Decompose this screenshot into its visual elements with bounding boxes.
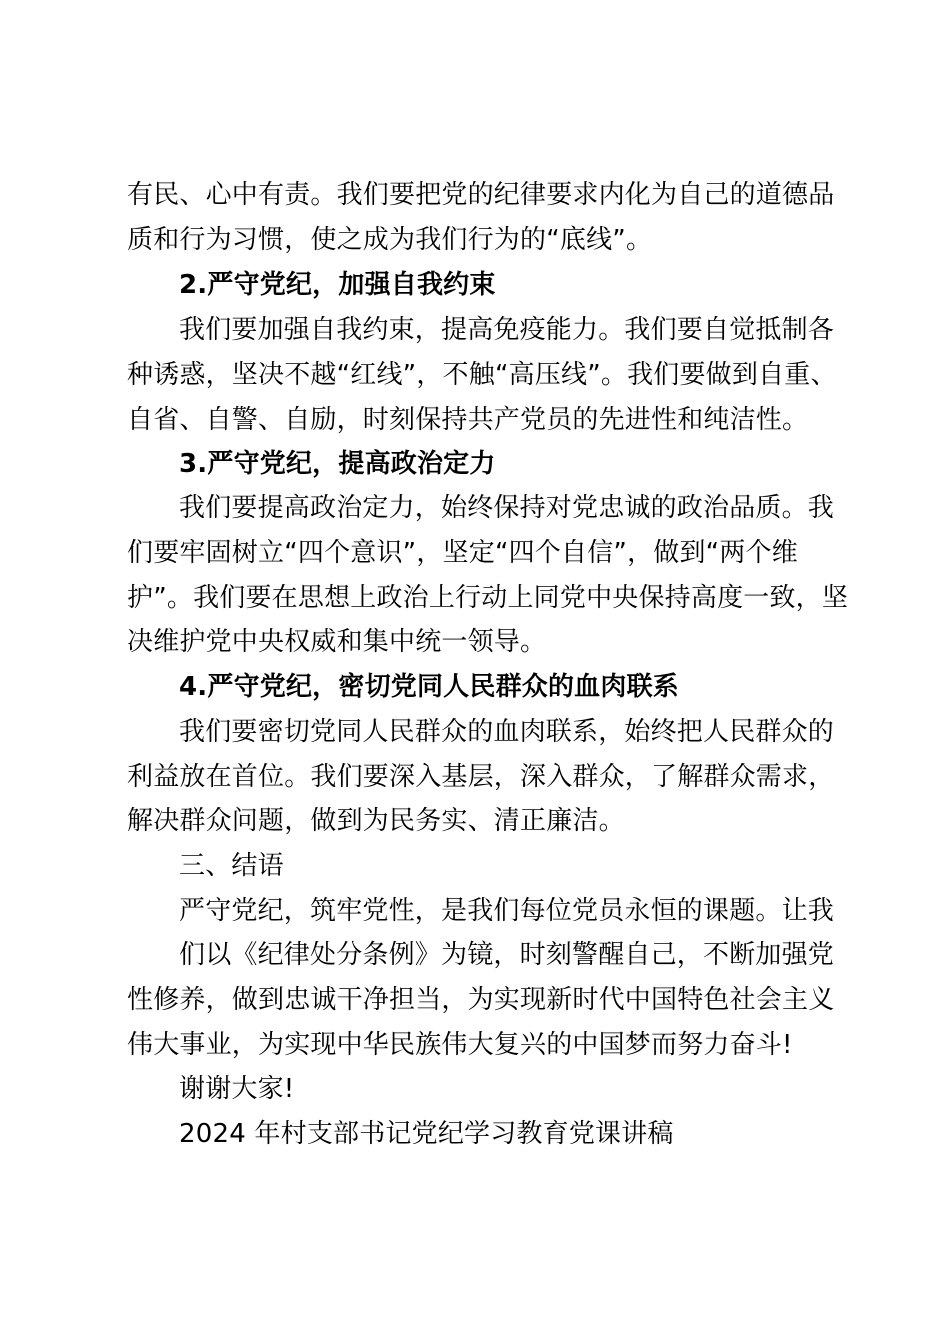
body-line-11: 利益放在首位。我们要深入基层，深入群众，了解群众需求， — [127, 762, 835, 792]
body-line-12: 解决群众问题，做到为民务实、清正廉洁。 — [127, 806, 625, 836]
document-title-footer: 2024 年村支部书记党纪学习教育党课讲稿 — [179, 1119, 674, 1149]
body-line-2: 质和行为习惯，使之成为我们行为的“底线”。 — [127, 225, 653, 255]
section-heading-4: 4.严守党纪，密切党同人民群众的血肉联系 — [179, 672, 679, 702]
section-heading-3: 3.严守党纪，提高政治定力 — [179, 449, 496, 479]
body-line-10: 我们要密切党同人民群众的血肉联系，始终把人民群众的 — [179, 717, 835, 747]
body-line-7: 们要牢固树立“四个意识”，坚定“四个自信”，做到“两个维 — [127, 538, 798, 568]
body-line-8: 护”。我们要在思想上政治上行动上同党中央保持高度一致，坚 — [127, 583, 849, 613]
body-line-6: 我们要提高政治定力，始终保持对党忠诚的政治品质。我 — [179, 493, 835, 523]
body-line-3: 我们要加强自我约束，提高免疫能力。我们要自觉抵制各 — [179, 315, 835, 345]
body-line-4: 种诱惑，坚决不越“红线”，不触“高压线”。我们要做到自重、 — [127, 360, 837, 390]
body-line-1: 有民、心中有责。我们要把党的纪律要求内化为自己的道德品 — [127, 180, 835, 210]
body-line-5: 自省、自警、自励，时刻保持共产党员的先进性和纯洁性。 — [127, 405, 809, 435]
body-line-14: 们以《纪律处分条例》为镜，时刻警醒自己，不断加强党 — [179, 940, 835, 970]
closing-thanks: 谢谢大家! — [179, 1074, 295, 1104]
section-heading-2: 2.严守党纪，加强自我约束 — [179, 270, 496, 300]
body-line-9: 决维护党中央权威和集中统一领导。 — [127, 627, 547, 657]
body-line-15: 性修养，做到忠诚干净担当，为实现新时代中国特色社会主义 — [127, 985, 835, 1015]
body-line-16: 伟大事业，为实现中华民族伟大复兴的中国梦而努力奋斗! — [127, 1030, 793, 1060]
body-line-13: 严守党纪，筑牢党性，是我们每位党员永恒的课题。让我 — [179, 896, 835, 926]
conclusion-heading: 三、结语 — [179, 851, 284, 881]
